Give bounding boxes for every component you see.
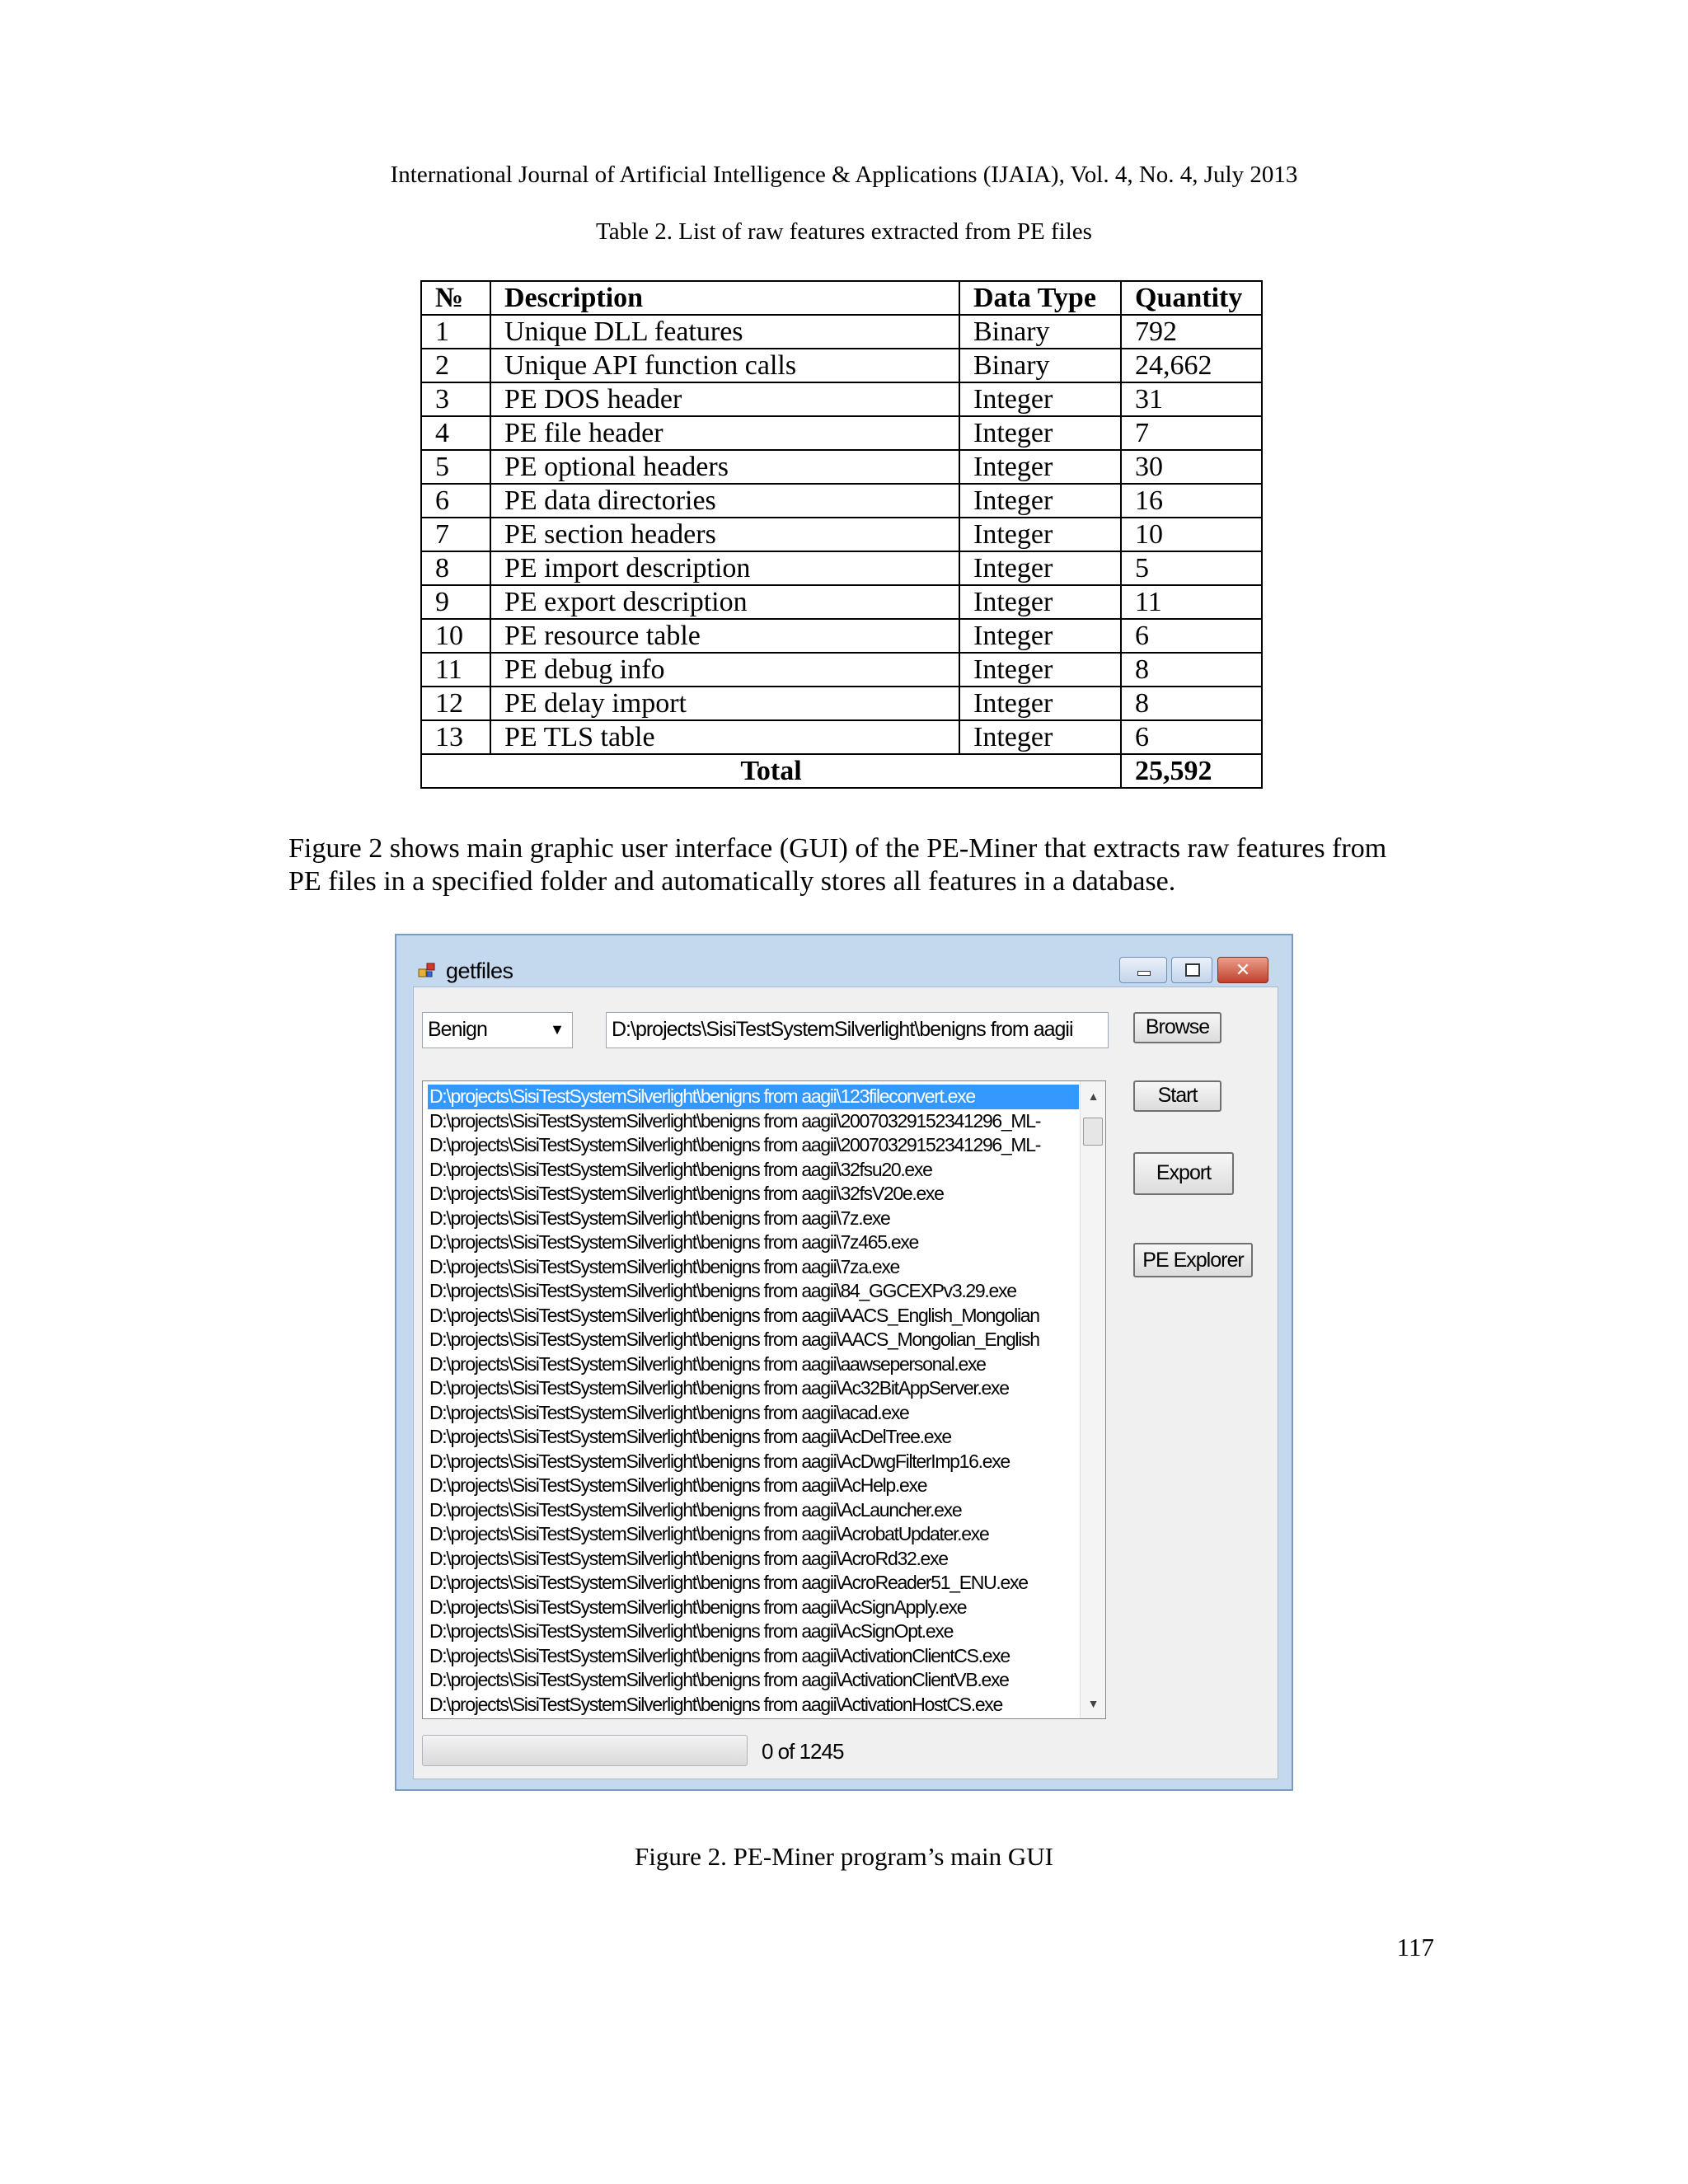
row-number: 9 xyxy=(421,585,490,619)
body-paragraph xyxy=(288,832,1405,898)
list-item[interactable]: D:\projects\SisiTestSystemSilverlight\benigns from aagii\20070329152341296_ML- xyxy=(429,1109,1041,1132)
browse-button[interactable]: Browse xyxy=(1133,1012,1221,1043)
vertical-scrollbar[interactable] xyxy=(1080,1081,1105,1718)
total-value: 25,592 xyxy=(1121,754,1262,788)
list-item[interactable]: D:\projects\SisiTestSystemSilverlight\benigns from aagii\AcDwgFilterImp16.exe xyxy=(429,1450,1010,1472)
row-data-type: Integer xyxy=(959,585,1121,619)
table-row xyxy=(421,349,1262,382)
category-combobox-value: Benign xyxy=(428,1018,487,1041)
row-quantity: 792 xyxy=(1121,315,1262,349)
row-data-type: Binary xyxy=(959,349,1121,382)
list-item[interactable]: D:\projects\SisiTestSystemSilverlight\benigns from aagii\32fsu20.exe xyxy=(429,1158,932,1180)
table-row xyxy=(421,585,1262,619)
scroll-thumb[interactable] xyxy=(1083,1118,1103,1146)
col-header-description: Description xyxy=(490,281,959,315)
close-icon: ✕ xyxy=(1235,959,1251,980)
table-row xyxy=(421,315,1262,349)
row-quantity: 6 xyxy=(1121,720,1262,754)
table-caption: Table 2. List of raw features extracted from PE files xyxy=(596,218,1092,245)
table-row xyxy=(421,551,1262,585)
row-data-type: Integer xyxy=(959,551,1121,585)
row-data-type: Integer xyxy=(959,720,1121,754)
list-item[interactable]: D:\projects\SisiTestSystemSilverlight\benigns from aagii\acad.exe xyxy=(429,1401,909,1423)
chevron-down-icon[interactable]: ▼ xyxy=(550,1021,564,1038)
close-button[interactable] xyxy=(1217,957,1268,983)
row-data-type: Integer xyxy=(959,518,1121,551)
row-number: 13 xyxy=(421,720,490,754)
row-number: 6 xyxy=(421,484,490,518)
maximize-button[interactable] xyxy=(1171,957,1212,983)
window-client-area xyxy=(413,987,1278,1779)
row-description: PE section headers xyxy=(490,518,959,551)
minimize-button[interactable] xyxy=(1119,957,1167,983)
list-item[interactable]: D:\projects\SisiTestSystemSilverlight\benigns from aagii\AACS_English_Mongolian xyxy=(429,1304,1039,1326)
scroll-down-icon[interactable]: ▼ xyxy=(1087,1697,1099,1710)
table-row xyxy=(421,619,1262,653)
scroll-up-icon[interactable]: ▲ xyxy=(1087,1090,1099,1103)
row-quantity: 30 xyxy=(1121,450,1262,484)
row-quantity: 10 xyxy=(1121,518,1262,551)
list-item[interactable]: D:\projects\SisiTestSystemSilverlight\benigns from aagii\AcSignApply.exe xyxy=(429,1596,967,1618)
row-description: PE optional headers xyxy=(490,450,959,484)
row-quantity: 8 xyxy=(1121,687,1262,720)
row-description: Unique DLL features xyxy=(490,315,959,349)
row-description: PE file header xyxy=(490,416,959,450)
list-item[interactable]: D:\projects\SisiTestSystemSilverlight\benigns from aagii\AcroReader51_ENU.exe xyxy=(429,1572,1028,1593)
row-quantity: 11 xyxy=(1121,585,1262,619)
paragraph-line-1: Figure 2 shows main graphic user interface (GUI) of the PE-Miner that extracts raw features from xyxy=(288,833,1387,864)
list-item[interactable]: D:\projects\SisiTestSystemSilverlight\benigns from aagii\AcroRd32.exe xyxy=(429,1547,948,1569)
row-number: 11 xyxy=(421,653,490,687)
row-data-type: Integer xyxy=(959,653,1121,687)
list-item[interactable]: D:\projects\SisiTestSystemSilverlight\benigns from aagii\Ac32BitAppServer.exe xyxy=(429,1377,1009,1399)
list-item[interactable]: D:\projects\SisiTestSystemSilverlight\benigns from aagii\ActivationClientVB.exe xyxy=(429,1669,1009,1690)
file-list xyxy=(428,1085,1079,1717)
col-header-no: № xyxy=(421,281,490,315)
table-body xyxy=(421,315,1262,754)
figure-caption: Figure 2. PE-Miner program’s main GUI xyxy=(635,1842,1053,1871)
window-titlebar[interactable] xyxy=(396,935,1292,985)
progress-bar xyxy=(422,1735,748,1766)
file-listbox[interactable] xyxy=(422,1080,1106,1719)
row-quantity: 7 xyxy=(1121,416,1262,450)
table-row xyxy=(421,484,1262,518)
list-item[interactable]: D:\projects\SisiTestSystemSilverlight\benigns from aagii\ActivationHostCS.exe xyxy=(429,1693,1002,1715)
row-number: 5 xyxy=(421,450,490,484)
row-description: PE TLS table xyxy=(490,720,959,754)
row-data-type: Integer xyxy=(959,687,1121,720)
table-total-row xyxy=(421,754,1262,788)
table-row xyxy=(421,416,1262,450)
row-number: 10 xyxy=(421,619,490,653)
list-item[interactable]: D:\projects\SisiTestSystemSilverlight\benigns from aagii\123fileconvert.exe xyxy=(428,1085,1079,1109)
table-row xyxy=(421,382,1262,416)
list-item[interactable]: D:\projects\SisiTestSystemSilverlight\benigns from aagii\AcLauncher.exe xyxy=(429,1498,962,1521)
table-row xyxy=(421,653,1262,687)
list-item[interactable]: D:\projects\SisiTestSystemSilverlight\benigns from aagii\AcHelp.exe xyxy=(429,1474,927,1496)
export-button[interactable]: Export xyxy=(1133,1152,1234,1195)
list-item[interactable]: D:\projects\SisiTestSystemSilverlight\benigns from aagii\20070329152341296_ML- xyxy=(429,1134,1041,1155)
row-description: PE export description xyxy=(490,585,959,619)
row-quantity: 5 xyxy=(1121,551,1262,585)
table-row xyxy=(421,450,1262,484)
list-item[interactable]: D:\projects\SisiTestSystemSilverlight\benigns from aagii\AcDelTree.exe xyxy=(429,1426,951,1447)
row-description: PE debug info xyxy=(490,653,959,687)
page-number: 117 xyxy=(1396,1933,1434,1961)
row-data-type: Integer xyxy=(959,416,1121,450)
category-combobox[interactable] xyxy=(422,1012,573,1048)
journal-header: International Journal of Artificial Intelligence & Applications (IJAIA), Vol. 4, No. 4, July 2013 xyxy=(390,162,1298,188)
window-title: getfiles xyxy=(446,958,513,983)
row-number: 4 xyxy=(421,416,490,450)
row-number: 12 xyxy=(421,687,490,720)
app-icon xyxy=(418,962,436,980)
list-item[interactable]: D:\projects\SisiTestSystemSilverlight\benigns from aagii\AcSignOpt.exe xyxy=(429,1620,954,1642)
table-row xyxy=(421,720,1262,754)
row-number: 8 xyxy=(421,551,490,585)
row-description: PE delay import xyxy=(490,687,959,720)
row-description: PE DOS header xyxy=(490,382,959,416)
row-description: PE data directories xyxy=(490,484,959,518)
list-item[interactable]: D:\projects\SisiTestSystemSilverlight\benigns from aagii\AACS_Mongolian_English xyxy=(429,1329,1039,1350)
paragraph-line-2: PE files in a specified folder and automatically stores all features in a database. xyxy=(288,866,1176,897)
row-description: Unique API function calls xyxy=(490,349,959,382)
row-number: 3 xyxy=(421,382,490,416)
pe-explorer-button[interactable]: PE Explorer xyxy=(1133,1243,1253,1277)
row-data-type: Integer xyxy=(959,484,1121,518)
list-item[interactable]: D:\projects\SisiTestSystemSilverlight\benigns from aagii\AcrobatUpdater.exe xyxy=(429,1523,989,1544)
row-description: PE import description xyxy=(490,551,959,585)
row-quantity: 31 xyxy=(1121,382,1262,416)
folder-path-input[interactable]: D:\projects\SisiTestSystemSilverlight\benigns from aagii xyxy=(606,1012,1109,1048)
list-item[interactable]: D:\projects\SisiTestSystemSilverlight\benigns from aagii\7z465.exe xyxy=(429,1231,919,1253)
col-header-quantity: Quantity xyxy=(1121,281,1262,315)
row-number: 1 xyxy=(421,315,490,349)
list-item[interactable]: D:\projects\SisiTestSystemSilverlight\benigns from aagii\32fsV20e.exe xyxy=(429,1183,944,1204)
getfiles-window xyxy=(395,934,1293,1791)
row-data-type: Integer xyxy=(959,450,1121,484)
row-data-type: Binary xyxy=(959,315,1121,349)
list-item[interactable]: D:\projects\SisiTestSystemSilverlight\benigns from aagii\7z.exe xyxy=(429,1207,890,1229)
table-row xyxy=(421,518,1262,551)
start-button[interactable]: Start xyxy=(1133,1080,1221,1112)
list-item[interactable]: D:\projects\SisiTestSystemSilverlight\benigns from aagii\84_GGCEXPv3.29.exe xyxy=(429,1280,1016,1301)
row-quantity: 6 xyxy=(1121,619,1262,653)
list-item[interactable]: D:\projects\SisiTestSystemSilverlight\benigns from aagii\ActivationClientCS.exe xyxy=(429,1644,1010,1666)
col-header-data-type: Data Type xyxy=(959,281,1121,315)
list-item[interactable]: D:\projects\SisiTestSystemSilverlight\benigns from aagii\aawsepersonal.exe xyxy=(429,1352,986,1375)
row-quantity: 8 xyxy=(1121,653,1262,687)
row-quantity: 24,662 xyxy=(1121,349,1262,382)
row-data-type: Integer xyxy=(959,619,1121,653)
row-number: 2 xyxy=(421,349,490,382)
list-item[interactable]: D:\projects\SisiTestSystemSilverlight\benigns from aagii\7za.exe xyxy=(429,1255,900,1277)
progress-text: 0 of 1245 xyxy=(762,1739,844,1764)
row-data-type: Integer xyxy=(959,382,1121,416)
table-row xyxy=(421,687,1262,720)
total-label: Total xyxy=(421,754,1121,788)
row-quantity: 16 xyxy=(1121,484,1262,518)
row-description: PE resource table xyxy=(490,619,959,653)
features-table xyxy=(420,280,1263,789)
row-number: 7 xyxy=(421,518,490,551)
table-header-row xyxy=(421,281,1262,315)
